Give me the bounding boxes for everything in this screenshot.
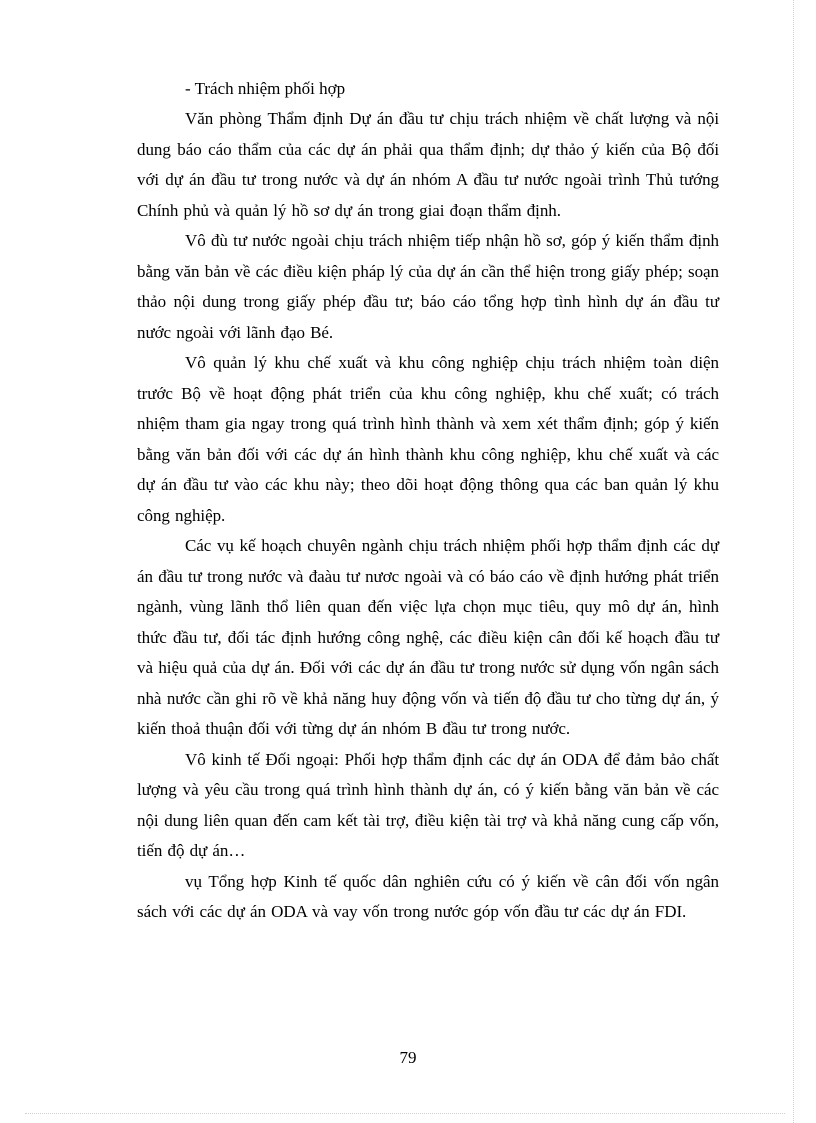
page-border-right — [793, 0, 794, 1123]
page-border-bottom — [25, 1113, 785, 1114]
paragraph-sector-planning: Các vụ kế hoạch chuyên ngành chịu trách nhiệm phối hợp thẩm định các dự án đầu tư trong nước và đaàu tư nươc ngoài và có báo cáo về định hướng phát triển ngành, vùng lãnh thổ liên quan đến việc lựa chọn mục tiêu, quy mô dự án, hình thức đầu tư, đối tác định hướng công nghệ, các điều kiện cân đối kế hoạch đầu tư và hiệu quả của dự án. Đối với các dự án đầu tư trong nước sử dụng vốn ngân sách nhà nước cần ghi rõ về khả năng huy động vốn và tiến độ đầu tư cho từng dự án, ý kiến thoả thuận đối với từng dự án nhóm B đầu tư trong nước. — [137, 536, 719, 738]
document-body — [137, 74, 719, 928]
paragraph-external-economics: Vô kinh tế Đối ngoại: Phối hợp thẩm định các dự án ODA để đảm bảo chất lượng và yêu cầu trong quá trình hình thành dự án, có ý kiến bằng văn bản về các nội dung liên quan đến cam kết tài trợ, điều kiện tài trợ và khả năng cung cấp vốn, tiến độ dự án… — [137, 749, 719, 860]
paragraph-appraisal-office: Văn phòng Thẩm định Dự án đầu tư chịu trách nhiệm về chất lượng và nội dung báo cáo thẩm của các dự án phải qua thẩm định; dự thảo ý kiến của Bộ đối với dự án đầu tư trong nước và dự án nhóm A đầu tư nước ngoài trình Thủ tướng Chính phủ và quản lý hồ sơ dự án trong giai đoạn thẩm định. — [137, 109, 719, 220]
page-number: 79 — [399, 1048, 417, 1067]
paragraph-foreign-investment: Vô đù tư nước ngoài chịu trách nhiệm tiếp nhận hồ sơ, góp ý kiến thẩm định bằng văn bản về các điều kiện pháp lý của dự án cần thể hiện trong giấy phép; soạn thảo nội dung trong giấy phép đầu tư; báo cáo tổng hợp tình hình dự án đầu tư nước ngoài với lãnh đạo Bé. — [137, 231, 719, 342]
paragraph-industrial-zones: Vô quản lý khu chế xuất và khu công nghiệp chịu trách nhiệm toàn diện trước Bộ về hoạt động phát triển của khu công nghiệp, khu chế xuất; có trách nhiệm tham gia ngay trong quá trình hình thành và xem xét thẩm định; góp ý kiến bằng văn bản đối với các dự án hình thành khu công nghiệp, khu chế xuất và các dự án đầu tư vào các khu này; theo dõi hoạt động thông qua các ban quản lý khu công nghiệp. — [137, 353, 719, 525]
section-heading: - Trách nhiệm phối hợp — [185, 79, 346, 98]
paragraph-national-economy: vụ Tổng hợp Kinh tế quốc dân nghiên cứu có ý kiến về cân đối vốn ngân sách với các dự án ODA và vay vốn trong nước góp vốn đầu tư các dự án FDI. — [137, 871, 719, 921]
